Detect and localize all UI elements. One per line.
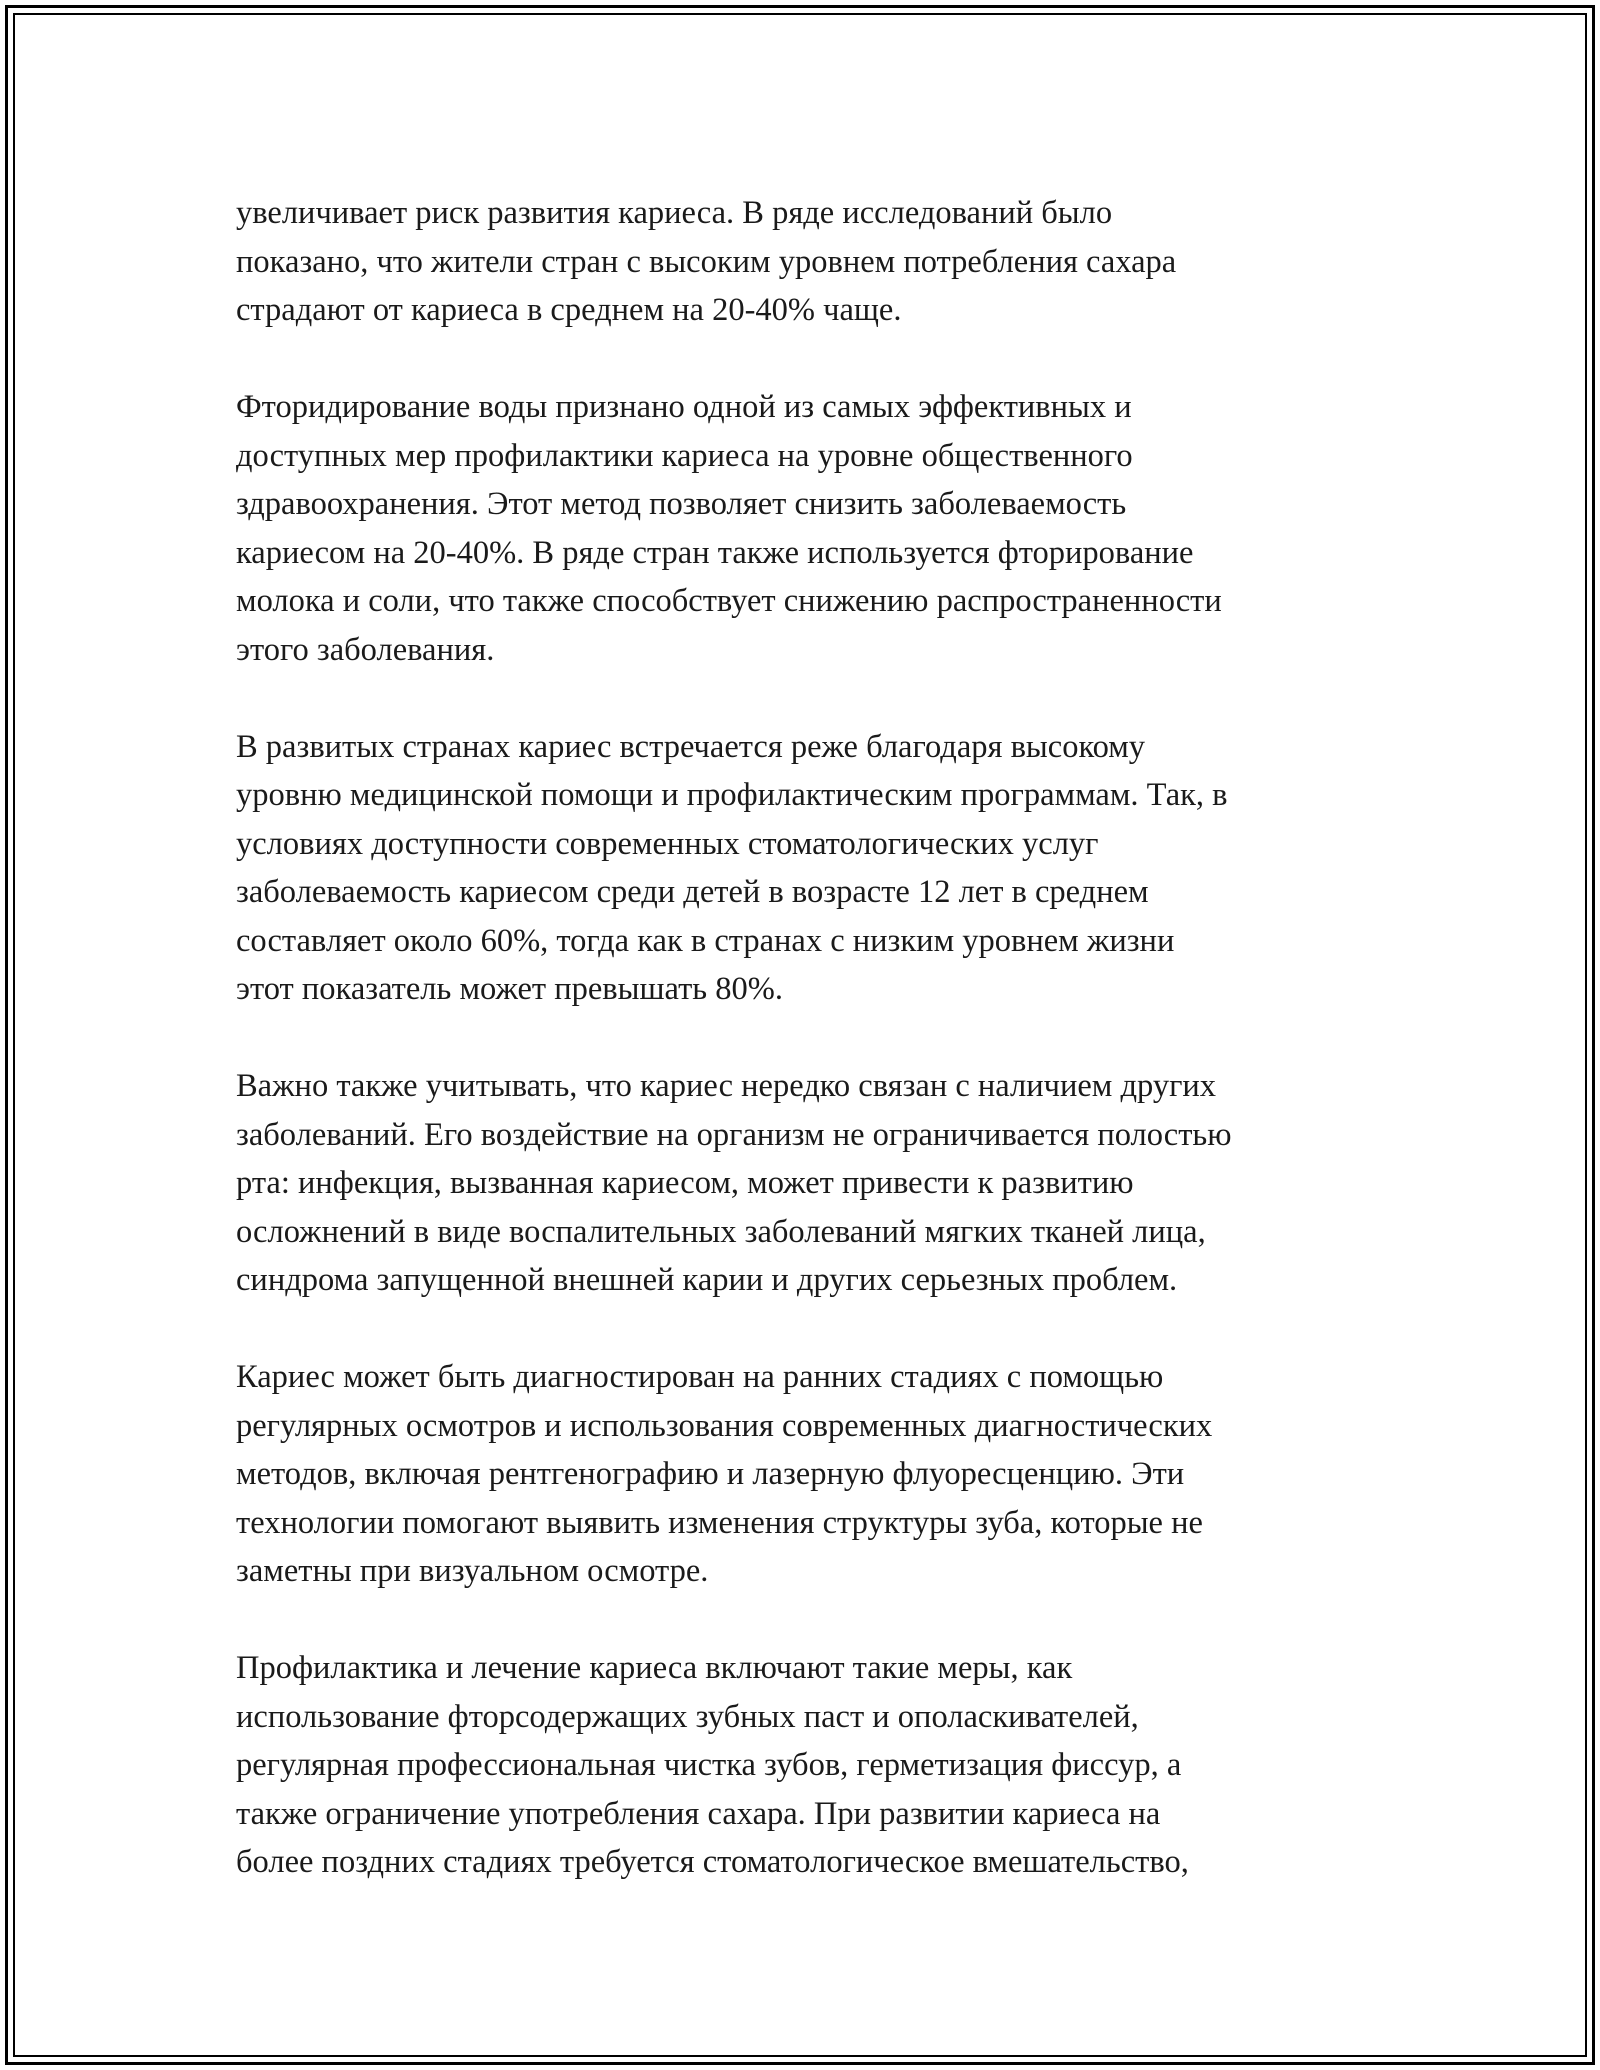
text-line: более поздних стадиях требуется стоматологическое вмешательство, xyxy=(236,1844,1189,1880)
text-line: технологии помогают выявить изменения структуры зуба, которые не xyxy=(236,1504,1203,1541)
text-line: Фторидирование воды признано одной из самых эффективных и xyxy=(236,389,1132,425)
text-line: использование фторсодержащих зубных паст и ополаскивателей, xyxy=(236,1698,1139,1735)
text-line: заболеваний. Его воздействие на организм не ограничивается полостью xyxy=(236,1116,1232,1153)
text-line: заболеваемость кариесом среди детей в возрасте 12 лет в среднем xyxy=(236,874,1149,910)
paragraph-2 xyxy=(236,383,1386,674)
text-line: также ограничение употребления сахара. При развитии кариеса на xyxy=(236,1795,1161,1832)
text-line: показано, что жители стран с высоким уровнем потребления сахара xyxy=(236,243,1177,280)
text-line: Важно также учитывать, что кариес нередко связан с наличием других xyxy=(236,1068,1217,1104)
text-line: составляет около 60%, тогда как в странах с низким уровнем жизни xyxy=(236,922,1175,959)
paragraph-3 xyxy=(236,723,1386,1014)
text-line: рта: инфекция, вызванная кариесом, может привести к развитию xyxy=(236,1165,1134,1201)
text-line: осложнений в виде воспалительных заболеваний мягких тканей лица, xyxy=(236,1213,1206,1250)
text-line: условиях доступности современных стоматологических услуг xyxy=(236,825,1099,862)
text-line: уровню медицинской помощи и профилактическим программам. Так, в xyxy=(236,777,1228,813)
text-line: страдают от кариеса в среднем на 20-40% чаще. xyxy=(236,292,902,328)
text-line: здравоохранения. Этот метод позволяет снизить заболеваемость xyxy=(236,486,1127,522)
text-line: кариесом на 20-40%. В ряде стран также используется фторирование xyxy=(236,534,1194,571)
text-line: регулярная профессиональная чистка зубов, герметизация фиссур, а xyxy=(236,1747,1182,1783)
paragraph-4 xyxy=(236,1062,1386,1305)
text-line: этого заболевания. xyxy=(236,631,495,668)
text-line: В развитых странах кариес встречается реже благодаря высокому xyxy=(236,728,1146,765)
text-line: заметны при визуальном осмотре. xyxy=(236,1553,709,1589)
text-line: Кариес может быть диагностирован на ранних стадиях с помощью xyxy=(236,1359,1164,1395)
text-line: регулярных осмотров и использования современных диагностических xyxy=(236,1407,1213,1444)
paragraph-6 xyxy=(236,1644,1386,1887)
text-line: методов, включая рентгенографию и лазерную флуоресценцию. Эти xyxy=(236,1456,1185,1492)
paragraph-1 xyxy=(236,189,1386,335)
text-line: молока и соли, что также способствует снижению распространенности xyxy=(236,583,1222,619)
text-line: синдрома запущенной внешней карии и других серьезных проблем. xyxy=(236,1262,1178,1298)
paragraph-5 xyxy=(236,1353,1386,1596)
document-body xyxy=(236,189,1386,1935)
text-line: Профилактика и лечение кариеса включают такие меры, как xyxy=(236,1650,1073,1686)
text-line: увеличивает риск развития кариеса. В ряде исследований было xyxy=(236,195,1113,231)
text-line: доступных мер профилактики кариеса на уровне общественного xyxy=(236,437,1133,474)
text-line: этот показатель может превышать 80%. xyxy=(236,971,783,1007)
